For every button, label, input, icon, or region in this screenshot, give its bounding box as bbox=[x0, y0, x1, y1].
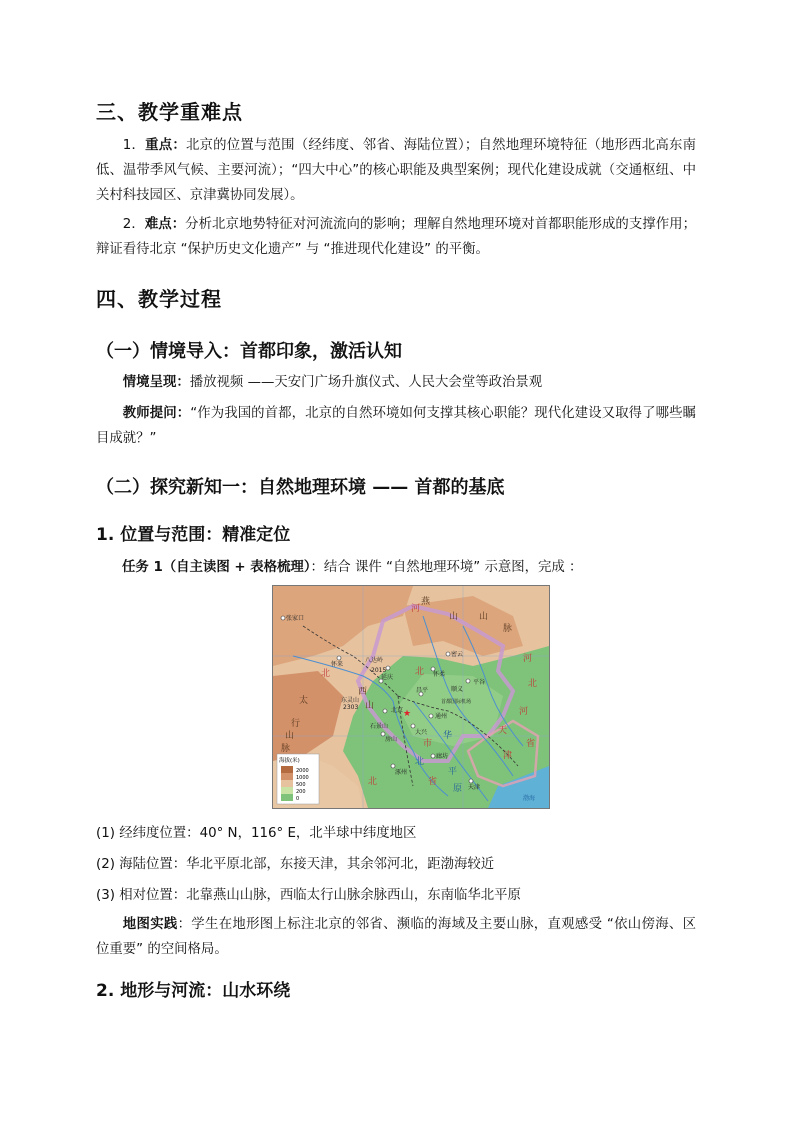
label-huairou: 怀柔 bbox=[433, 671, 446, 678]
subsection-heading: （一）情境导入：首都印象，激活认知 bbox=[96, 341, 402, 362]
teacher-question-text: “作为我国的首都，北京的自然环境如何支撑其核心职能？现代化建设又取得了哪些瞩目成就？” bbox=[96, 406, 697, 446]
label-hang: 行 bbox=[291, 719, 301, 729]
label-yuan: 原 bbox=[453, 784, 463, 794]
label-dongling-height: 2303 bbox=[343, 704, 359, 711]
task-text: ：结合 课件 “自然地理环境” 示意图，完成 ： bbox=[310, 560, 583, 575]
difficulties-text: 分析北京地势特征对河流流向的影响；理解自然地理环境对首都职能形成的支撑作用；辩证看待北京 “保护历史文化遗产” 与 “推进现代化建设” 的平衡。 bbox=[96, 217, 697, 257]
legend-title: 海拔(米) bbox=[279, 758, 300, 764]
beijing-topographic-map bbox=[272, 585, 550, 809]
topic-heading: 1. 位置与范围：精准定位 bbox=[96, 525, 291, 545]
map-practice-paragraph bbox=[96, 912, 696, 962]
teacher-question-paragraph bbox=[96, 401, 696, 451]
key-points-paragraph bbox=[96, 133, 696, 208]
label-bei: 北 bbox=[528, 679, 538, 689]
list-item: (2) 海陆位置：华北平原北部，东接天津，其余邻河北，距渤海较近 bbox=[96, 857, 495, 872]
label-shi: 市 bbox=[423, 739, 433, 749]
label-tai: 太 bbox=[299, 696, 309, 706]
key-points-label: 重点： bbox=[145, 138, 186, 153]
label-badaling: 八达岭 bbox=[365, 657, 384, 664]
label-shan: 山 bbox=[449, 612, 459, 622]
label-ping: 平 bbox=[448, 767, 458, 777]
label-mai: 脉 bbox=[281, 744, 291, 754]
label-miyun: 密云 bbox=[451, 651, 464, 658]
label-bei: 北 bbox=[368, 777, 378, 787]
difficulties-label: 难点： bbox=[144, 217, 186, 232]
item-number: 1． bbox=[122, 138, 146, 153]
legend-level: 200 bbox=[296, 789, 306, 795]
label-mai: 脉 bbox=[503, 624, 513, 634]
legend-level: 1000 bbox=[296, 775, 309, 781]
map-svg bbox=[273, 586, 549, 808]
label-sheng: 省 bbox=[526, 739, 536, 749]
label-jin: 津 bbox=[503, 751, 513, 761]
label-airport: 首都国际机场 bbox=[441, 699, 472, 705]
list-item: (3) 相对位置：北靠燕山山脉，西临太行山脉余脉西山，东南临华北平原 bbox=[96, 888, 521, 903]
label-tianjin: 天津 bbox=[468, 784, 481, 791]
legend-level: 2000 bbox=[296, 768, 309, 774]
capital-star-icon: ★ bbox=[403, 709, 412, 719]
label-huailai: 怀来 bbox=[331, 661, 344, 668]
label-bei: 北 bbox=[321, 669, 331, 679]
label-shunyi: 顺义 bbox=[451, 686, 464, 693]
label-yan: 燕 bbox=[421, 597, 431, 607]
label-he: 河 bbox=[519, 707, 529, 717]
map-practice-text: ：学生在地形图上标注北京的邻省、濒临的海域及主要山脉，直观感受 “依山傍海、区位重要” 的空间格局。 bbox=[96, 917, 697, 957]
legend-level: 500 bbox=[296, 782, 306, 788]
task-line bbox=[122, 556, 582, 575]
task-label: 任务 1（自主读图 + 表格梳理） bbox=[122, 560, 311, 575]
label-shijingshan: 石景山 bbox=[370, 723, 389, 730]
label-daxing: 大兴 bbox=[415, 729, 428, 736]
label-zhuozhou: 涿州 bbox=[395, 769, 408, 776]
label-xi: 西 bbox=[358, 687, 368, 697]
elevation-legend bbox=[277, 754, 319, 804]
key-points-text: 北京的位置与范围（经纬度、邻省、海陆位置）；自然地理环境特征（地形西北高东南低、温带季风气候、主要河流）；“四大中心”的核心职能及典型案例；现代化建设成就（交通枢纽、中关村科技园区、京津冀协同发展）。 bbox=[96, 138, 696, 203]
label-pinggu: 平谷 bbox=[473, 679, 486, 686]
label-hua: 华 bbox=[443, 731, 453, 741]
label-bei: 北 bbox=[415, 667, 425, 677]
scene-paragraph bbox=[96, 370, 696, 395]
label-peak-height: 2015 bbox=[371, 667, 387, 674]
section-heading: 三、教学重难点 bbox=[96, 100, 243, 124]
label-tongzhou: 通州 bbox=[435, 713, 448, 720]
legend-level: 0 bbox=[296, 796, 300, 802]
map-practice-label: 地图实践 bbox=[122, 917, 178, 932]
item-number: 2． bbox=[122, 217, 145, 232]
label-shan: 山 bbox=[479, 612, 489, 622]
label-dongling: 东灵山 bbox=[341, 697, 360, 704]
label-bohai: 渤海 bbox=[523, 795, 536, 802]
list-item: (1) 经纬度位置：40° N，116° E，北半球中纬度地区 bbox=[96, 826, 417, 841]
section-heading: 四、教学过程 bbox=[96, 287, 222, 311]
label-shan: 山 bbox=[285, 731, 295, 741]
label-yanqing: 延庆 bbox=[381, 674, 394, 681]
label-zhangjiakou: 张家口 bbox=[286, 615, 305, 622]
label-fangshan: 房山 bbox=[385, 736, 398, 743]
teacher-question-label: 教师提问： bbox=[122, 406, 191, 421]
scene-label: 情境呈现： bbox=[122, 375, 190, 390]
topic-heading: 2. 地形与河流：山水环绕 bbox=[96, 981, 291, 1001]
label-he: 河 bbox=[411, 604, 421, 614]
label-tian: 天 bbox=[498, 726, 508, 736]
scene-text: 播放视频 ——天安门广场升旗仪式、人民大会堂等政治景观 bbox=[189, 375, 543, 390]
label-beijing: 北京 bbox=[391, 707, 404, 714]
label-changping: 昌平 bbox=[416, 687, 429, 694]
subsection-heading: （二）探究新知一：自然地理环境 —— 首都的基底 bbox=[96, 477, 505, 498]
label-he: 河 bbox=[523, 654, 533, 664]
difficulties-paragraph bbox=[96, 212, 696, 262]
label-sheng: 省 bbox=[428, 777, 438, 787]
label-bei: 北 bbox=[415, 757, 425, 767]
label-shan: 山 bbox=[365, 701, 375, 711]
label-langfang: 廊坊 bbox=[436, 753, 449, 760]
